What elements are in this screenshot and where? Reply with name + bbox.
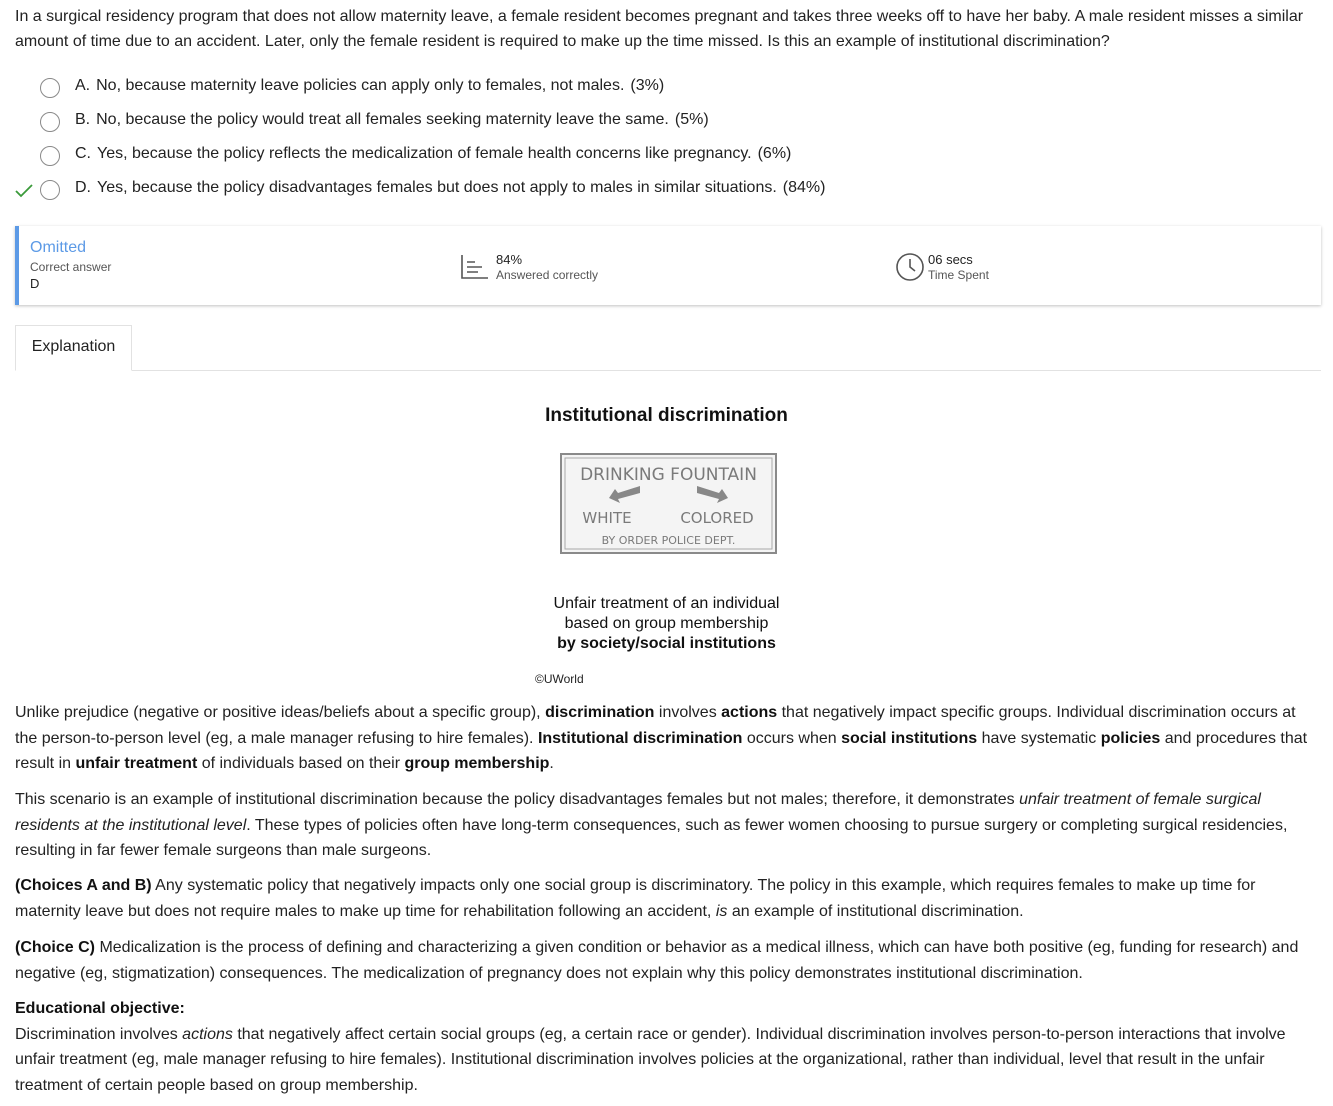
sign-left-text: WHITE [582,509,632,527]
educational-objective-heading: Educational objective: [15,1000,185,1017]
choice-text: No, because maternity leave policies can apply only to females, not males. [96,77,625,94]
tab-bar [15,325,1321,371]
correct-check-icon [14,181,34,201]
choice-a-radio[interactable] [40,78,60,98]
answer-choices [0,72,1333,208]
sign-top-text: DRINKING FOUNTAIN [580,465,757,485]
explanation-choice-c: (Choice C) Medicalization is the process of defining and characterizing a given condition or behavior as a medical illness, which can have both positive (eg, funding for research) and negative (eg, stigmatization) consequences. The medicalization of pregnancy does not explain why this policy demonstrates institutional discrimination. [15,939,1299,982]
tab-explanation[interactable]: Explanation [15,325,132,371]
choice-letter: B. [75,111,91,128]
choice-text: Yes, because the policy disadvantages females but does not apply to males in similar situations. [97,179,777,196]
time-spent-value: 06 secs [928,252,973,267]
correct-answer-label: Correct answer [30,260,112,274]
figure-title: Institutional discrimination [545,405,788,426]
explanation-paragraph: Unlike prejudice (negative or positive ideas/beliefs about a specific group), discrimination involves actions that negatively impact specific groups. Individual discrimination occurs at the person-to-person level (eg, a male manager refusing to hire females). Institutional discrimination occurs when social institutions have systematic policies and procedures that result in unfair treatment of individuals based on their group membership. [15,704,1308,772]
drinking-fountain-sign-image [560,453,777,554]
choice-percent: (3%) [630,77,665,94]
sign-bottom-text: BY ORDER POLICE DEPT. [601,534,736,547]
choice-percent: (6%) [757,145,792,162]
sign-right-text: COLORED [680,509,754,527]
choice-c-radio[interactable] [40,146,60,166]
choice-d-radio[interactable] [40,180,60,200]
choice-percent: (5%) [674,111,709,128]
choice-letter: D. [75,179,91,196]
time-spent-label: Time Spent [928,268,989,282]
choice-c[interactable] [0,140,1333,174]
choice-b[interactable] [0,106,1333,140]
clock-icon [895,252,925,282]
choice-text: Yes, because the policy reflects the medicalization of female health concerns like pregnancy. [97,145,752,162]
percent-correct-value: 84% [496,252,523,267]
explanation-paragraph: This scenario is an example of institutional discrimination because the policy disadvantages females but not males; therefore, it demonstrates unfair treatment of female surgical residents at the institutional level. These types of policies often have long-term consequences, such as fewer women choosing to pursue surgery or completing surgical residencies, resulting in far fewer female surgeons than male surgeons. [15,791,1288,859]
choice-b-radio[interactable] [40,112,60,132]
caption-line: Unfair treatment of an individual [553,595,780,612]
explanation-choices-a-b: (Choices A and B) Any systematic policy that negatively impacts only one social group is discriminatory. The policy in this example, which requires females to make up time for maternity leave but does not require males to make up time for rehabilitation following an accident, is an example of institutional discrimination. [15,877,1256,920]
status-omitted: Omitted [30,239,87,256]
answer-stats-panel [15,226,1321,305]
caption-line-bold: by society/social institutions [557,635,776,652]
educational-objective: Educational objective: Discrimination involves actions that negatively affect certain social groups (eg, a certain race or gender). Individual discrimination involves person-to-person interactions that involve unfair treatment (eg, male manager refusing to hire females). Institutional discrimination involves policies at the organizational, rather than individual, level that result in the unfair treatment of certain people based on group membership. [15,1000,1286,1094]
correct-answer-value: D [30,276,40,291]
choice-letter: C. [75,145,91,162]
caption-line: based on group membership [564,615,769,632]
choice-text: No, because the policy would treat all females seeking maternity leave the same. [96,111,669,128]
bar-chart-icon [460,254,490,280]
choice-percent: (84%) [782,179,826,196]
copyright: ©UWorld [535,672,584,686]
percent-correct-label: Answered correctly [496,268,599,282]
choice-a[interactable] [0,72,1333,106]
figure-caption [0,594,1333,654]
choice-letter: A. [75,77,91,94]
choice-d[interactable] [0,174,1333,208]
question-text: In a surgical residency program that does not allow maternity leave, a female resident becomes pregnant and takes three weeks off to have her baby. A male resident misses a similar amount of time due to an accident. Later, only the female resident is required to make up the time missed. Is this an example of institutional discrimination? [15,8,1304,50]
